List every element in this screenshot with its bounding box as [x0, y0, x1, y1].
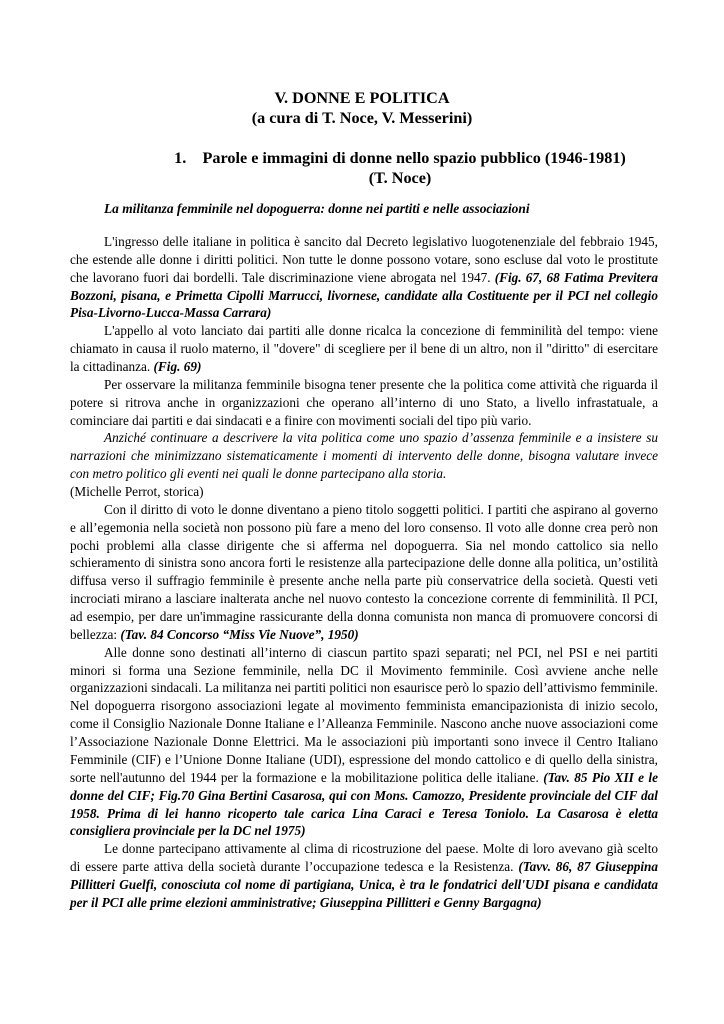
- paragraph-text: Le donne partecipano attivamente al clima di ricostruzione del paese. Molte di loro avevano già scelto di essere parte attiva della società durante l’occupazione tedesca e la Resistenza.: [70, 841, 658, 875]
- chapter-editors: (a cura di T. Noce, V. Messerini): [251, 109, 473, 127]
- paragraph-text: Alle donne sono destinati all’interno di ciascun partito spazi separati; nel PCI, nel PSI e nei partiti minori si forma una Sezione femminile, nella DC il Movimento femminile. Così avviene anche nelle organizzazioni sindacali. La militanza nei partiti politici non esaurisce però lo spazio dell’attivismo femminile. Nel dopoguerra risorgono associazioni legate al movimento femminista emancipazionista di inizio secolo, come il Consiglio Nazionale Donne Italiane e l’Alleanza Femminile. Nascono anche nuove associazioni come l’Associazione Nazionale Donne Elettrici. Ma le associazioni più importanti sono invece il Centro Italiano Femminile (CIF) e l’Unione Donne Italiane (UDI), espressione del mondo cattolico e di quello della sinistra, sorte nell'autunno del 1944 per la formazione e la mobilitazione politica delle italiane.: [70, 644, 658, 785]
- body-text: [70, 233, 658, 912]
- quote-attribution: (Michelle Perrot, storica): [70, 484, 204, 500]
- figure-reference: (Tavv. 86, 87 Giuseppina Pillitteri Guelfi, conosciuta col nome di partigiana, Unica, è tra le fondatrici dell'UDI pisana e candidata per il PCI alle prime elezioni amministrative; Giuseppina Pillitteri e Genny Bargagna): [70, 859, 658, 910]
- subsection-title: La militanza femminile nel dopoguerra: donne nei partiti e nelle associazioni: [104, 201, 530, 216]
- figure-reference: (Fig. 67, 68 Fatima Previtera Bozzoni, pisana, e Primetta Cipolli Marrucci, livornese, candidate alla Costituente per il PCI nel collegio Pisa-Livorno-Lucca-Massa Carrara): [70, 269, 658, 321]
- figure-reference: (Fig. 69): [153, 359, 202, 375]
- paragraph: [70, 233, 658, 322]
- paragraph: [70, 322, 658, 376]
- paragraph-text: L'appello al voto lanciato dai partiti alle donne ricalca la concezione di femminilità del tempo: viene chiamato in causa il ruolo materno, il "dovere" di scegliere per il bene di un altro, non il "diritto" di esercitare la cittadinanza.: [70, 323, 658, 375]
- quote-text: Anziché continuare a descrivere la vita politica come uno spazio d’assenza femminile e a insistere su narrazioni che minimizzano sistematicamente i momenti di intervento delle donne, bisogna valutare invece con metro politico gli eventi nei quali le donne partecipano alla storia.: [70, 430, 658, 482]
- section-title: 1. Parole e immagini di donne nello spazio pubblico (1946-1981): [174, 149, 626, 167]
- section-author: (T. Noce): [368, 169, 432, 187]
- paragraph-text: L'ingresso delle italiane in politica è sancito dal Decreto legislativo luogotenenziale del febbraio 1945, che estende alle donne i diritti politici. Non tutte le donne possono votare, sono escluse dal voto le prostitute che lavorano fuori dai bordelli. Tale discriminazione viene abrogata nel 1947.: [70, 234, 658, 285]
- paragraph: [70, 840, 658, 911]
- paragraph-text: Per osservare la militanza femminile bisogna tener presente che la politica come attività che riguarda il potere si ritrova anche in organizzazioni che operano all’interno di uno Stato, a livello infrastatuale, a cominciare dai partiti e dai sindacati e a finire con movimenti sociali del tipo più vario.: [70, 376, 658, 428]
- chapter-title: V. DONNE E POLITICA: [274, 89, 450, 107]
- paragraph: [70, 376, 658, 430]
- paragraph: [70, 501, 658, 644]
- paragraph: [70, 644, 658, 840]
- figure-reference: (Tav. 84 Concorso “Miss Vie Nuove”, 1950): [120, 626, 359, 642]
- quote-paragraph: [70, 429, 658, 483]
- figure-reference: (Tav. 85 Pio XII e le donne del CIF; Fig.70 Gina Bertini Casarosa, qui con Mons. Camozzo, Presidente provinciale del CIF dal 1958. Prima di lei hanno ricoperto tale carica Lina Caraci e Teresa Toniolo. La Casarosa è eletta consigliera provinciale per la DC nel 1975): [70, 769, 658, 839]
- paragraph-text: Con il diritto di voto le donne diventano a pieno titolo soggetti politici. I partiti che aspirano al governo e all’egemonia nella società non possono più fare a meno del loro consenso. Il voto alle donne crea però non pochi problemi alla classe dirigente che si afferma nel dopoguerra. Sia nel mondo cattolico sia nello schieramento di sinistra sono ancora forti le resistenze alla partecipazione delle donne alla politica, un’ostilità diffusa verso il suffragio femminile è presente anche nella parte più conservatrice della società. Questi veti incrociati mirano a lasciare inalterata anche nel nuovo contesto la concezione corrente di femminilità. Il PCI, ad esempio, per dare un'immagine rassicurante della donna comunista non manca di promuovere concorsi di bellezza:: [70, 501, 658, 642]
